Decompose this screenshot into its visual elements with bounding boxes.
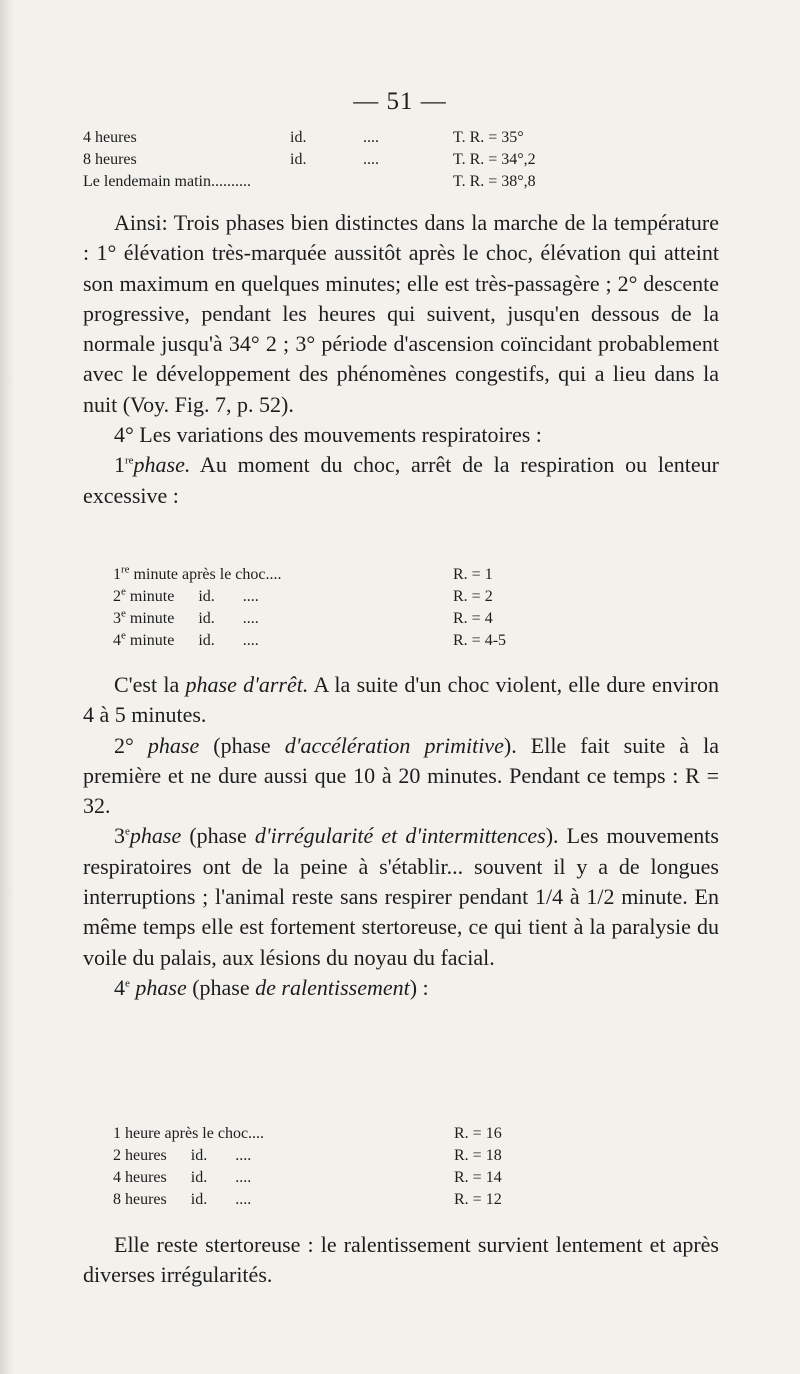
row-label: 8 heures id. .... [113, 1191, 252, 1208]
row-label: 4 heures [83, 129, 137, 146]
row-dots: .... [363, 129, 379, 146]
paragraph-temperature-phases: Ainsi: Trois phases bien distinctes dans la marche de la température : 1° élévation très-marquée aussitôt après le choc, élévation qui atteint son maximum en quelques minutes; elle est très-passagère ; 2° descente progressive, pendant les heures qui suivent, jusqu'en dessous de la normale jusqu'à 34° 2 ; 3° période d'ascension coïncidant probablement avec le développement des phénomènes congestifs, qui a lieu dans la nuit (Voy. Fig. 7, p. 52). [83, 210, 719, 417]
paragraph-respiratory-variations: 4° Les variations des mouvements respiratoires : [114, 422, 542, 448]
row-value: R. = 1 [453, 566, 493, 583]
row-value: T. R. = 34°,2 [453, 151, 536, 168]
row-mid: id. [290, 151, 307, 168]
paragraph-final: Elle reste stertoreuse : le ralentissement survient lentement et après diverses irrégularités. [83, 1232, 719, 1288]
row-label: 8 heures [83, 151, 137, 168]
temperature-table [83, 129, 723, 199]
row-value: T. R. = 35° [453, 129, 524, 146]
paragraph-phase-3: 3ephase (phase d'irrégularité et d'intermittences). Les mouvements respiratoires ont de la peine à s'établir... souvent il y a de longues interruptions ; l'animal reste sans respirer pendant 1/4 à 1/2 minute. En même temps elle est fortement stertoreuse, ce qui tient à la paralysie du voile du palais, aux lésions du noyau du facial. [83, 823, 719, 970]
row-value: T. R. = 38°,8 [453, 173, 536, 190]
row-label: 2e minute id. .... [113, 585, 259, 605]
row-value: R. = 16 [454, 1125, 502, 1142]
paragraph-phase-1: 1rephase. Au moment du choc, arrêt de la respiration ou lenteur excessive : [83, 452, 719, 508]
page-edge-shadow [0, 0, 14, 1374]
prose-block-3 [83, 1230, 719, 1291]
row-value: R. = 2 [453, 588, 493, 605]
respiration-table-hours [113, 1125, 713, 1217]
row-label: Le lendemain matin.......... [83, 173, 251, 190]
paragraph-phase-2: 2° phase (phase d'accélération primitive). Elle fait suite à la première et ne dure aussi que 10 à 20 minutes. Pendant ce temps : R = 32. [83, 732, 720, 819]
prose-block-1 [83, 208, 719, 511]
prose-block-2 [83, 670, 719, 1003]
table-row [113, 1169, 502, 1191]
row-label: 1re minute après le choc.... [113, 563, 282, 583]
table-row [113, 1191, 502, 1213]
row-label: 3e minute id. .... [113, 607, 259, 627]
row-value: R. = 14 [454, 1169, 502, 1186]
table-row [113, 1125, 502, 1147]
paragraph-phase-arret: C'est la phase d'arrêt. A la suite d'un choc violent, elle dure environ 4 à 5 minutes. [83, 672, 720, 728]
row-label: 2 heures id. .... [113, 1147, 252, 1164]
row-label: 4e minute id. .... [113, 629, 259, 649]
row-value: R. = 18 [454, 1147, 502, 1164]
page-number: — 51 — [353, 88, 447, 115]
row-value: R. = 4 [453, 610, 493, 627]
row-value: R. = 12 [454, 1191, 502, 1208]
row-label: 4 heures id. .... [113, 1169, 252, 1186]
row-label: 1 heure après le choc.... [113, 1125, 265, 1142]
respiration-table-minutes [113, 563, 713, 658]
row-mid: id. [290, 129, 307, 146]
table-row [113, 1147, 502, 1169]
row-value: R. = 4-5 [453, 632, 507, 649]
row-dots: .... [363, 151, 379, 168]
paragraph-phase-4: 4e phase (phase de ralentissement) : [114, 974, 429, 1000]
